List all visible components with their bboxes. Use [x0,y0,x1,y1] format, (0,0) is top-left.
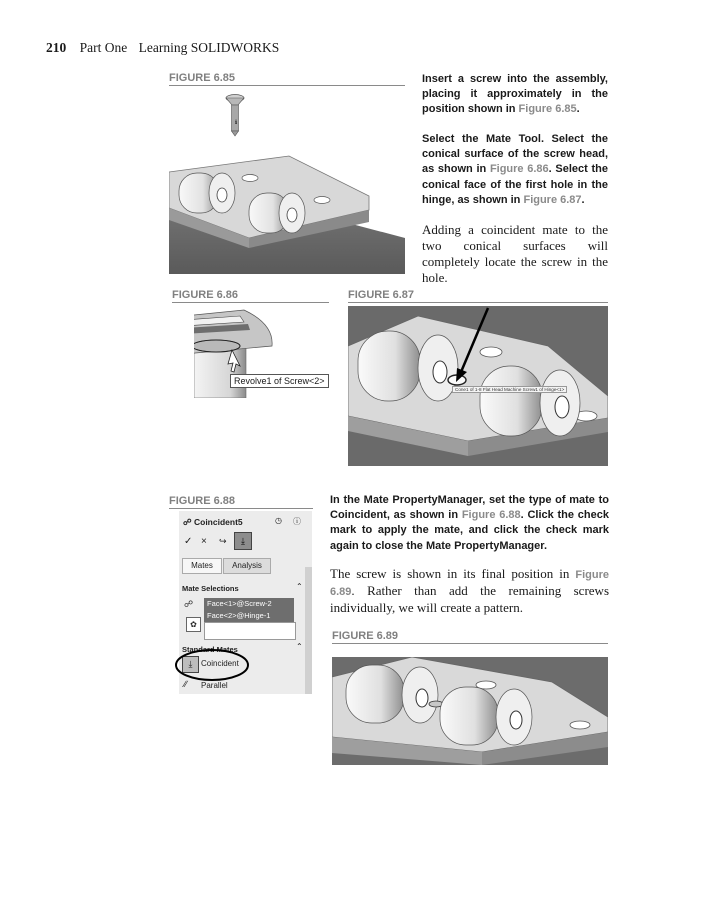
part-label: Part One [79,40,128,55]
chevron-up-icon[interactable]: ⌃ [296,642,303,651]
instruction-paragraph-2: Select the Mate Tool. Select the conical surface of the screw head, as shown in Figure 6.86. Select the conical face of the first hole in the hinge, as shown in Figure 6.87. [422,133,609,206]
book-title: Learning SOLIDWORKS [138,40,280,55]
highlight-ellipse [174,647,254,681]
selection-icon: ☍ [184,599,194,609]
mate-parallel[interactable]: Parallel [201,681,228,690]
body-paragraph-3: Adding a coincident mate to the two conical surfaces will completely locate the screw in the hole. [422,222,608,285]
page-number: 210 [46,40,67,55]
figure-6-85-label: FIGURE 6.85 [169,72,405,86]
figure-6-87-image [348,306,608,466]
help-icon[interactable]: ◷ [275,516,282,525]
pm-scrollbar[interactable] [305,567,312,694]
standard-mates-header: Standard Mates [182,645,238,654]
tab-mates[interactable]: Mates [182,558,222,574]
figure-6-86-label: FIGURE 6.86 [172,289,329,303]
figure-6-87-label: FIGURE 6.87 [348,289,608,303]
figure-6-89-image [332,657,608,765]
question-icon[interactable]: ⓘ [293,517,301,526]
close-icon[interactable]: × [201,536,207,547]
mate-selections-header: Mate Selections [182,584,239,593]
pm-title: Coincident5 [193,517,243,527]
pm-title-row [183,517,243,528]
chevron-up-icon[interactable]: ⌃ [296,582,303,591]
selections-box[interactable] [204,622,296,640]
selection-face-1[interactable]: Face<1>@Screw-2 [204,598,294,610]
coincident-mate-icon[interactable]: ⤓ [182,656,199,673]
figure-6-88-label: FIGURE 6.88 [169,495,313,509]
check-icon[interactable]: ✓ [184,536,193,547]
figure-ref-6-85[interactable]: Figure 6.85 [518,103,577,116]
svg-text:ℹ: ℹ [235,119,238,126]
instruction-paragraph-1: Insert a screw into the assembly, placing it approximately in the position shown in Figure 6.85. [422,73,608,116]
pushpin-icon[interactable]: ↪ [219,536,227,546]
tack-icon[interactable]: ⤓ [234,532,252,550]
parallel-mate-icon[interactable]: ∕∕ [184,679,188,689]
running-header [46,40,279,56]
selection-face-2[interactable]: Face<2>@Hinge-1 [204,610,294,622]
multi-select-icon[interactable]: ✿ [186,617,201,632]
mate-property-manager [179,511,312,694]
tooltip-revolve: Revolve1 of Screw<2> [230,374,329,388]
figure-ref-6-86[interactable]: Figure 6.86 [489,163,549,176]
figure-6-89-label: FIGURE 6.89 [332,630,608,644]
figure-ref-6-87[interactable]: Figure 6.87 [523,193,582,206]
mate-coincident[interactable]: Coincident [201,659,239,668]
figure-6-86-image [194,306,329,398]
figure-6-85-image [169,88,405,274]
figure-ref-6-89[interactable]: Figure 6.89 [330,569,609,598]
tab-analysis[interactable]: Analysis [223,558,271,574]
figure-ref-6-88[interactable]: Figure 6.88 [461,509,521,522]
body-paragraph-5: The screw is shown in its final position in Figure 6.89. Rather than add the remaining screws individually, we will create a pattern. [330,566,609,615]
tooltip-cone: Cone1 of 1-8 Flat Head Machine Screw1 of Hinge<1> [452,386,567,393]
mate-icon: ☍ [183,517,192,527]
instruction-paragraph-4: In the Mate PropertyManager, set the type of mate to Coincident, as shown in Figure 6.88. Click the check mark to apply the mate, and click the check mark again to close the Mate PropertyManager. [330,494,609,552]
